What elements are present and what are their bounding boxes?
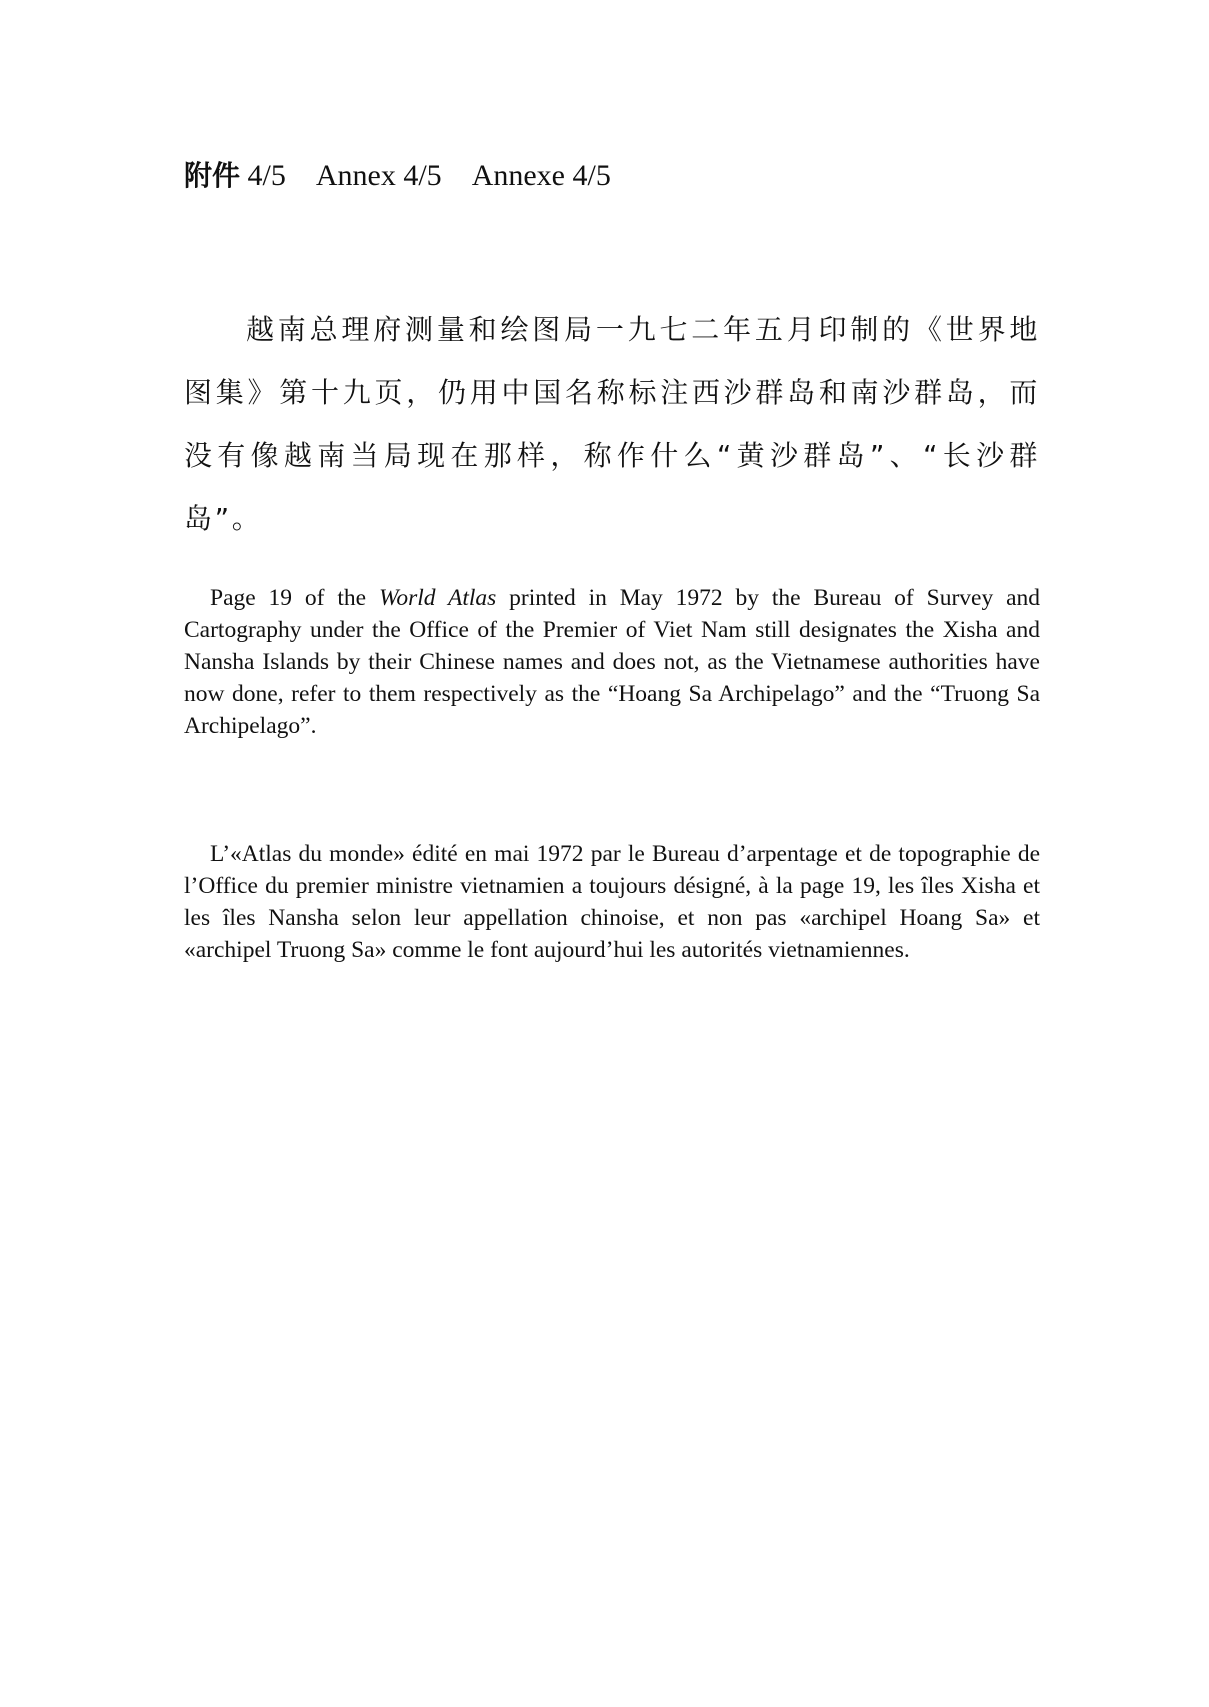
paragraph-english-rest: printed in May 1972 by the Bureau of Survey and Cartography under the Office of the Premier of Viet Nam still designates the Xisha and Nansha Islands by their Chinese names and does not, as the Vietnamese authorities have now done, refer to them respectively as the “Hoang Sa Archipelago” and the “Truong Sa Archipelago”. [184, 585, 1040, 739]
annex-number-zh: 4/5 [247, 159, 286, 192]
annex-label-fr: Annexe 4/5 [471, 159, 611, 192]
atlas-title: World Atlas [378, 585, 497, 611]
annex-heading [184, 156, 611, 196]
annex-label-en: Annex 4/5 [315, 159, 442, 192]
annex-label-zh: 附件 [184, 159, 241, 192]
paragraph-english [184, 582, 1040, 742]
paragraph-french: L’«Atlas du monde» édité en mai 1972 par le Bureau d’arpentage et de topographie de l’Office du premier ministre vietnamien a toujours désigné, à la page 19, les îles Xisha et les îles Nansha selon leur appellation chinoise, et non pas «archipel Hoang Sa» et «archipel Truong Sa» comme le font aujourd’hui les autorités vietnamiennes. [184, 841, 1040, 963]
paragraph-chinese: 越南总理府测量和绘图局一九七二年五月印制的《世界地图集》第十九页，仍用中国名称标注西沙群岛和南沙群岛，而没有像越南当局现在那样，称作什么“黄沙群岛”、“长沙群岛”。 [184, 313, 1040, 535]
paragraph-english-start: Page 19 of the [210, 585, 379, 611]
